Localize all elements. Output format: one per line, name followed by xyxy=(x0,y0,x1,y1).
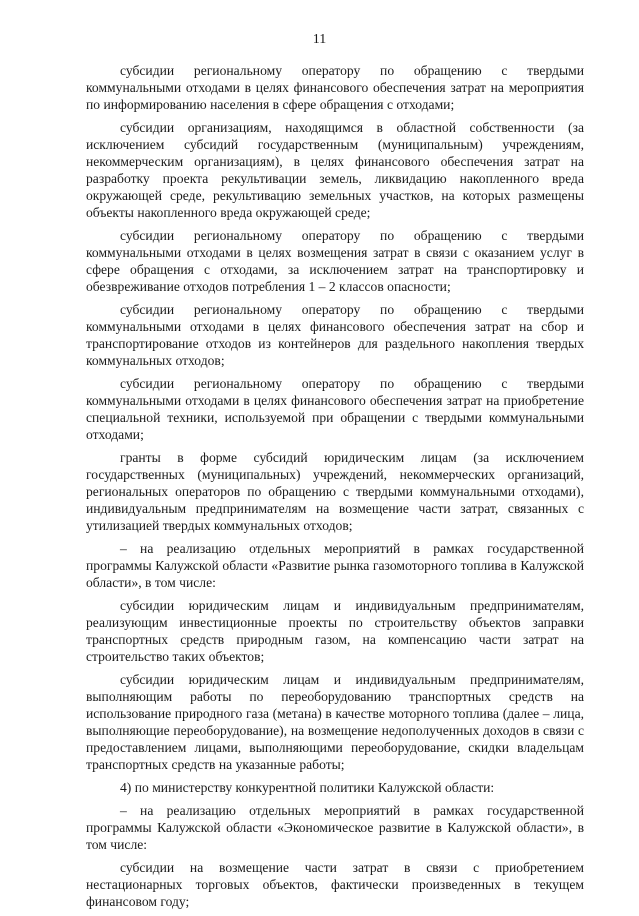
paragraph-subsidy-informing: субсидии региональному оператору по обращению с твердыми коммунальными отходами в целях финансового обеспечения затрат на мероприятия по информированию населения в сфере обращения с отходами; xyxy=(86,63,584,112)
paragraph-grants-waste-utilization: гранты в форме субсидий юридическим лицам (за исключением государственных (муниципальных) учреждений, некоммерческих организаций, региональных операторов по обращению с твердыми коммунальными отходами), индивидуальным предпринимателям на возмещение части затрат, связанных с утилизацией твердых коммунальных отходов; xyxy=(86,450,584,533)
document-body xyxy=(86,62,584,916)
paragraph-subsidy-gas-stations: субсидии юридическим лицам и индивидуальным предпринимателям, реализующим инвестиционные проекты по строительству объектов заправки транспортных средств природным газом, на компенсацию части затрат на строительство таких объектов; xyxy=(86,598,584,664)
paragraph-subsidy-special-equipment: субсидии региональному оператору по обращению с твердыми коммунальными отходами в целях финансового обеспечения затрат на приобретение специальной техники, используемой при обращении с твердыми коммунальными отходами; xyxy=(86,376,584,442)
paragraph-subsidy-vehicle-conversion: субсидии юридическим лицам и индивидуальным предпринимателям, выполняющим работы по переоборудованию транспортных средств на использование природного газа (метана) в качестве моторного топлива (далее – лица, выполняющие переоборудование), на возмещение недополученных доходов в связи с предоставлением лицами, выполняющими переоборудование, скидки владельцам транспортных средств на указанные работы; xyxy=(86,672,584,772)
paragraph-subsidy-recultivation: субсидии организациям, находящимся в областной собственности (за исключением субсидий государственным (муниципальным) учреждениям, некоммерческим организациям), в целях финансового обеспечения затрат на разработку проекта рекультивации земель, ликвидацию накопленного вреда окружающей среде, рекультивацию земельных участков, на которых размещены объекты накопленного вреда окружающей среде; xyxy=(86,120,584,220)
paragraph-subsidy-separate-collection: субсидии региональному оператору по обращению с твердыми коммунальными отходами в целях финансового обеспечения затрат на сбор и транспортирование отходов из контейнеров для раздельного накопления твердых коммунальных отходов; xyxy=(86,302,584,368)
paragraph-subsidy-waste-services: субсидии региональному оператору по обращению с твердыми коммунальными отходами в целях возмещения затрат в связи с оказанием услуг в сфере обращения с отходами, за исключением затрат на транспортировку и обезвреживание отходов потребления 1 – 2 классов опасности; xyxy=(86,228,584,294)
paragraph-gas-motor-fuel-program: – на реализацию отдельных мероприятий в рамках государственной программы Калужской области «Развитие рынка газомоторного топлива в Калужской области», в том числе: xyxy=(86,541,584,590)
paragraph-economic-development-program: – на реализацию отдельных мероприятий в рамках государственной программы Калужской области «Экономическое развитие в Калужской области», в том числе: xyxy=(86,803,584,852)
paragraph-ministry-competition: 4) по министерству конкурентной политики Калужской области: xyxy=(120,780,495,795)
page-number: 11 xyxy=(312,32,327,47)
paragraph-subsidy-trade-objects: субсидии на возмещение части затрат в связи с приобретением нестационарных торговых объектов, фактически произведенных в текущем финансовом году; xyxy=(86,860,584,909)
